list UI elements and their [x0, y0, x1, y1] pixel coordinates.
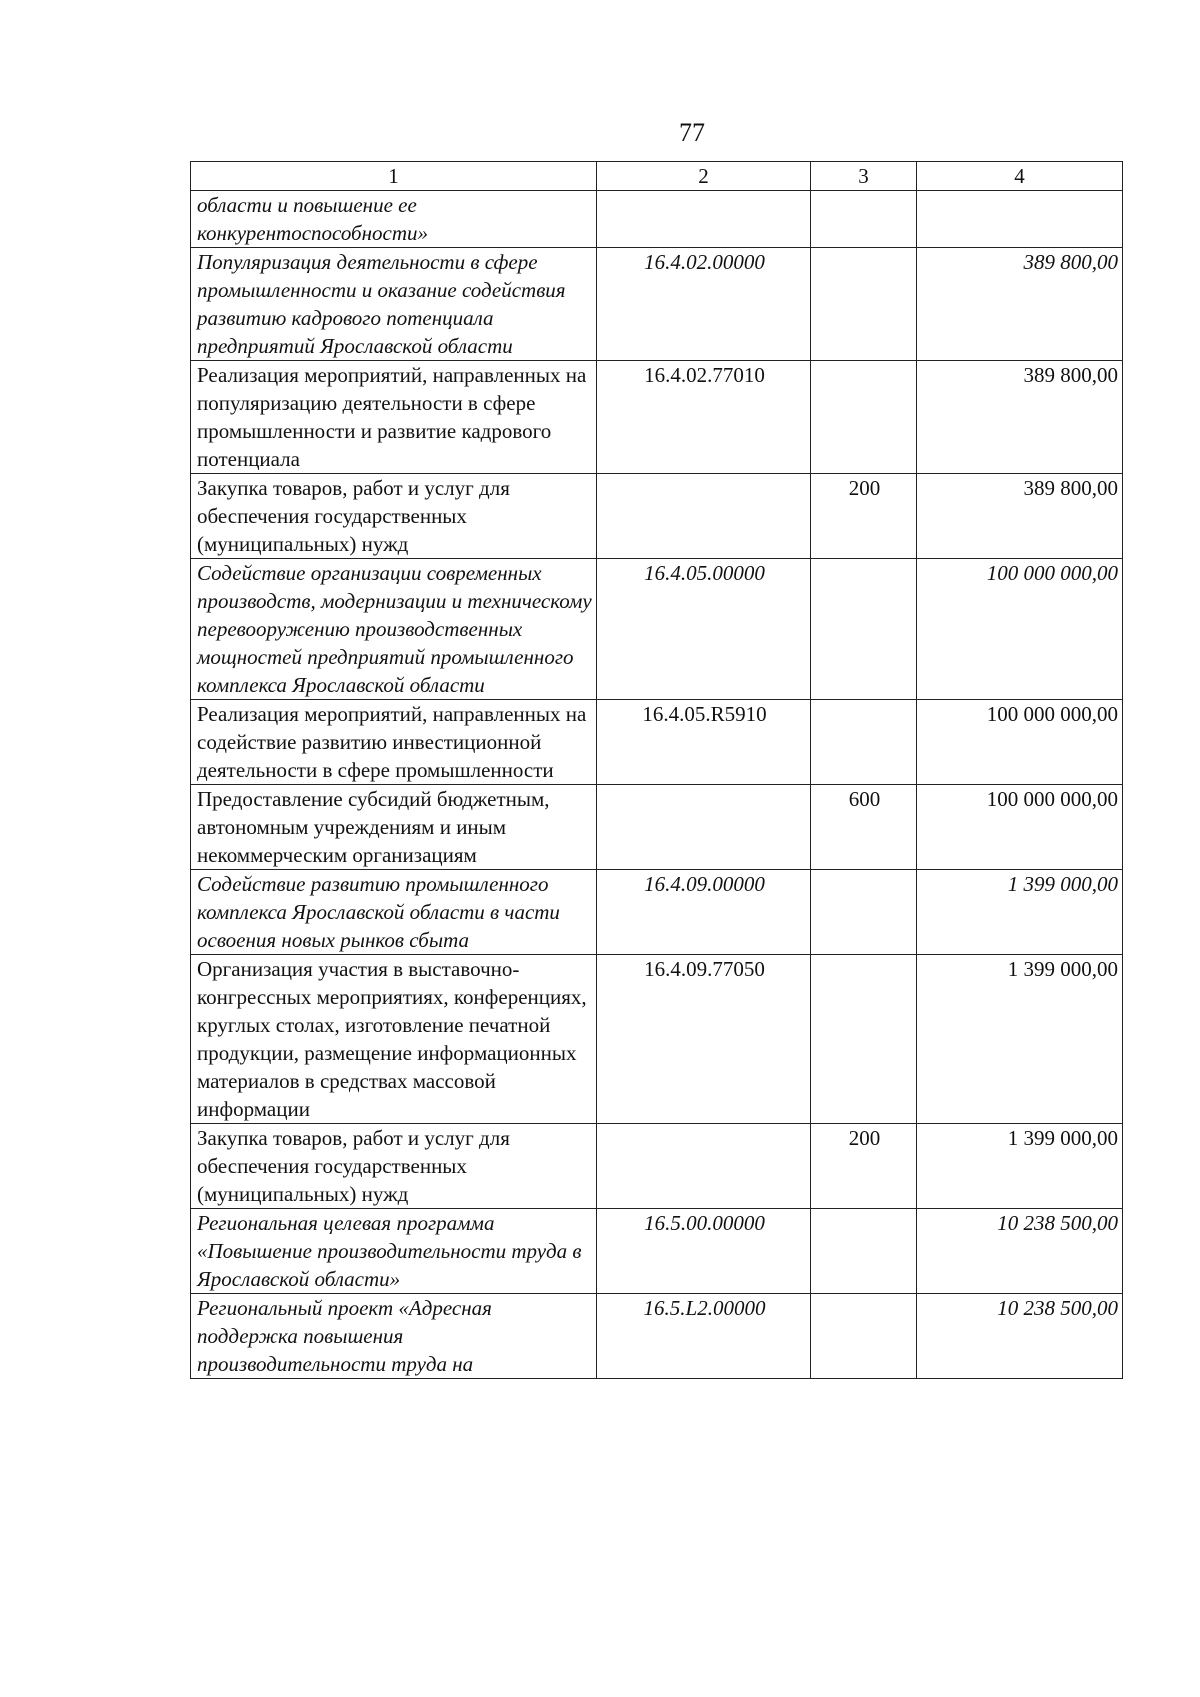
table-row: [191, 559, 1123, 700]
row-code-cell: [597, 191, 811, 248]
row-amount-cell: 100 000 000,00: [917, 559, 1123, 700]
table-body: [191, 191, 1123, 1379]
row-expense-type-cell: [811, 955, 917, 1124]
row-expense-type-cell: [811, 1209, 917, 1294]
table-header-row: [191, 162, 1123, 191]
table-row: [191, 785, 1123, 870]
row-expense-type-cell: [811, 361, 917, 474]
row-amount-cell: 10 238 500,00: [917, 1209, 1123, 1294]
row-name-cell: Популяризация деятельности в сфере промышленности и оказание содействия развитию кадрового потенциала предприятий Ярославской области: [191, 248, 597, 361]
row-name-cell: Реализация мероприятий, направленных на популяризацию деятельности в сфере промышленности и развитие кадрового потенциала: [191, 361, 597, 474]
row-amount-cell: 100 000 000,00: [917, 785, 1123, 870]
table-row: [191, 1124, 1123, 1209]
budget-table: [190, 161, 1123, 1379]
row-code-cell: [597, 1124, 811, 1209]
row-expense-type-cell: [811, 1294, 917, 1379]
table-row: [191, 474, 1123, 559]
row-amount-cell: 1 399 000,00: [917, 955, 1123, 1124]
row-name-cell: Региональная целевая программа «Повышение производительности труда в Ярославской области»: [191, 1209, 597, 1294]
row-expense-type-cell: [811, 559, 917, 700]
row-code-cell: 16.4.05.R5910: [597, 700, 811, 785]
row-name-cell: Организация участия в выставочно-конгрессных мероприятиях, конференциях, круглых столах, изготовление печатной продукции, размещение информационных материалов в средствах массовой информации: [191, 955, 597, 1124]
table-row: [191, 870, 1123, 955]
row-code-cell: 16.4.09.00000: [597, 870, 811, 955]
row-code-cell: 16.4.02.77010: [597, 361, 811, 474]
row-name-cell: Закупка товаров, работ и услуг для обеспечения государственных (муниципальных) нужд: [191, 474, 597, 559]
row-expense-type-cell: [811, 700, 917, 785]
table-row: [191, 191, 1123, 248]
table-row: [191, 955, 1123, 1124]
row-name-cell: Содействие организации современных производств, модернизации и техническому перевооружению производственных мощностей предприятий промышленного комплекса Ярославской области: [191, 559, 597, 700]
table-row: [191, 1294, 1123, 1379]
row-amount-cell: 1 399 000,00: [917, 1124, 1123, 1209]
row-code-cell: 16.5.00.00000: [597, 1209, 811, 1294]
row-expense-type-cell: 200: [811, 474, 917, 559]
row-code-cell: 16.5.L2.00000: [597, 1294, 811, 1379]
row-amount-cell: 389 800,00: [917, 248, 1123, 361]
row-expense-type-cell: 600: [811, 785, 917, 870]
table-row: [191, 700, 1123, 785]
row-expense-type-cell: 200: [811, 1124, 917, 1209]
row-code-cell: 16.4.05.00000: [597, 559, 811, 700]
row-amount-cell: 100 000 000,00: [917, 700, 1123, 785]
row-amount-cell: 389 800,00: [917, 474, 1123, 559]
row-amount-cell: [917, 191, 1123, 248]
row-amount-cell: 10 238 500,00: [917, 1294, 1123, 1379]
row-expense-type-cell: [811, 870, 917, 955]
table-row: [191, 1209, 1123, 1294]
table-row: [191, 361, 1123, 474]
row-name-cell: Содействие развитию промышленного комплекса Ярославской области в части освоения новых рынков сбыта: [191, 870, 597, 955]
row-code-cell: [597, 785, 811, 870]
header-col-3: 3: [811, 162, 917, 191]
row-code-cell: 16.4.02.00000: [597, 248, 811, 361]
row-expense-type-cell: [811, 191, 917, 248]
header-col-1: 1: [191, 162, 597, 191]
header-col-2: 2: [597, 162, 811, 191]
row-name-cell: Закупка товаров, работ и услуг для обеспечения государственных (муниципальных) нужд: [191, 1124, 597, 1209]
row-amount-cell: 389 800,00: [917, 361, 1123, 474]
row-code-cell: [597, 474, 811, 559]
row-code-cell: 16.4.09.77050: [597, 955, 811, 1124]
row-expense-type-cell: [811, 248, 917, 361]
row-name-cell: Предоставление субсидий бюджетным, автономным учреждениям и иным некоммерческим организациям: [191, 785, 597, 870]
row-name-cell: области и повышение ее конкурентоспособности»: [191, 191, 597, 248]
page-number: 77: [679, 118, 705, 147]
row-name-cell: Региональный проект «Адресная поддержка повышения производительности труда на: [191, 1294, 597, 1379]
header-col-4: 4: [917, 162, 1123, 191]
row-name-cell: Реализация мероприятий, направленных на содействие развитию инвестиционной деятельности в сфере промышленности: [191, 700, 597, 785]
row-amount-cell: 1 399 000,00: [917, 870, 1123, 955]
table-row: [191, 248, 1123, 361]
